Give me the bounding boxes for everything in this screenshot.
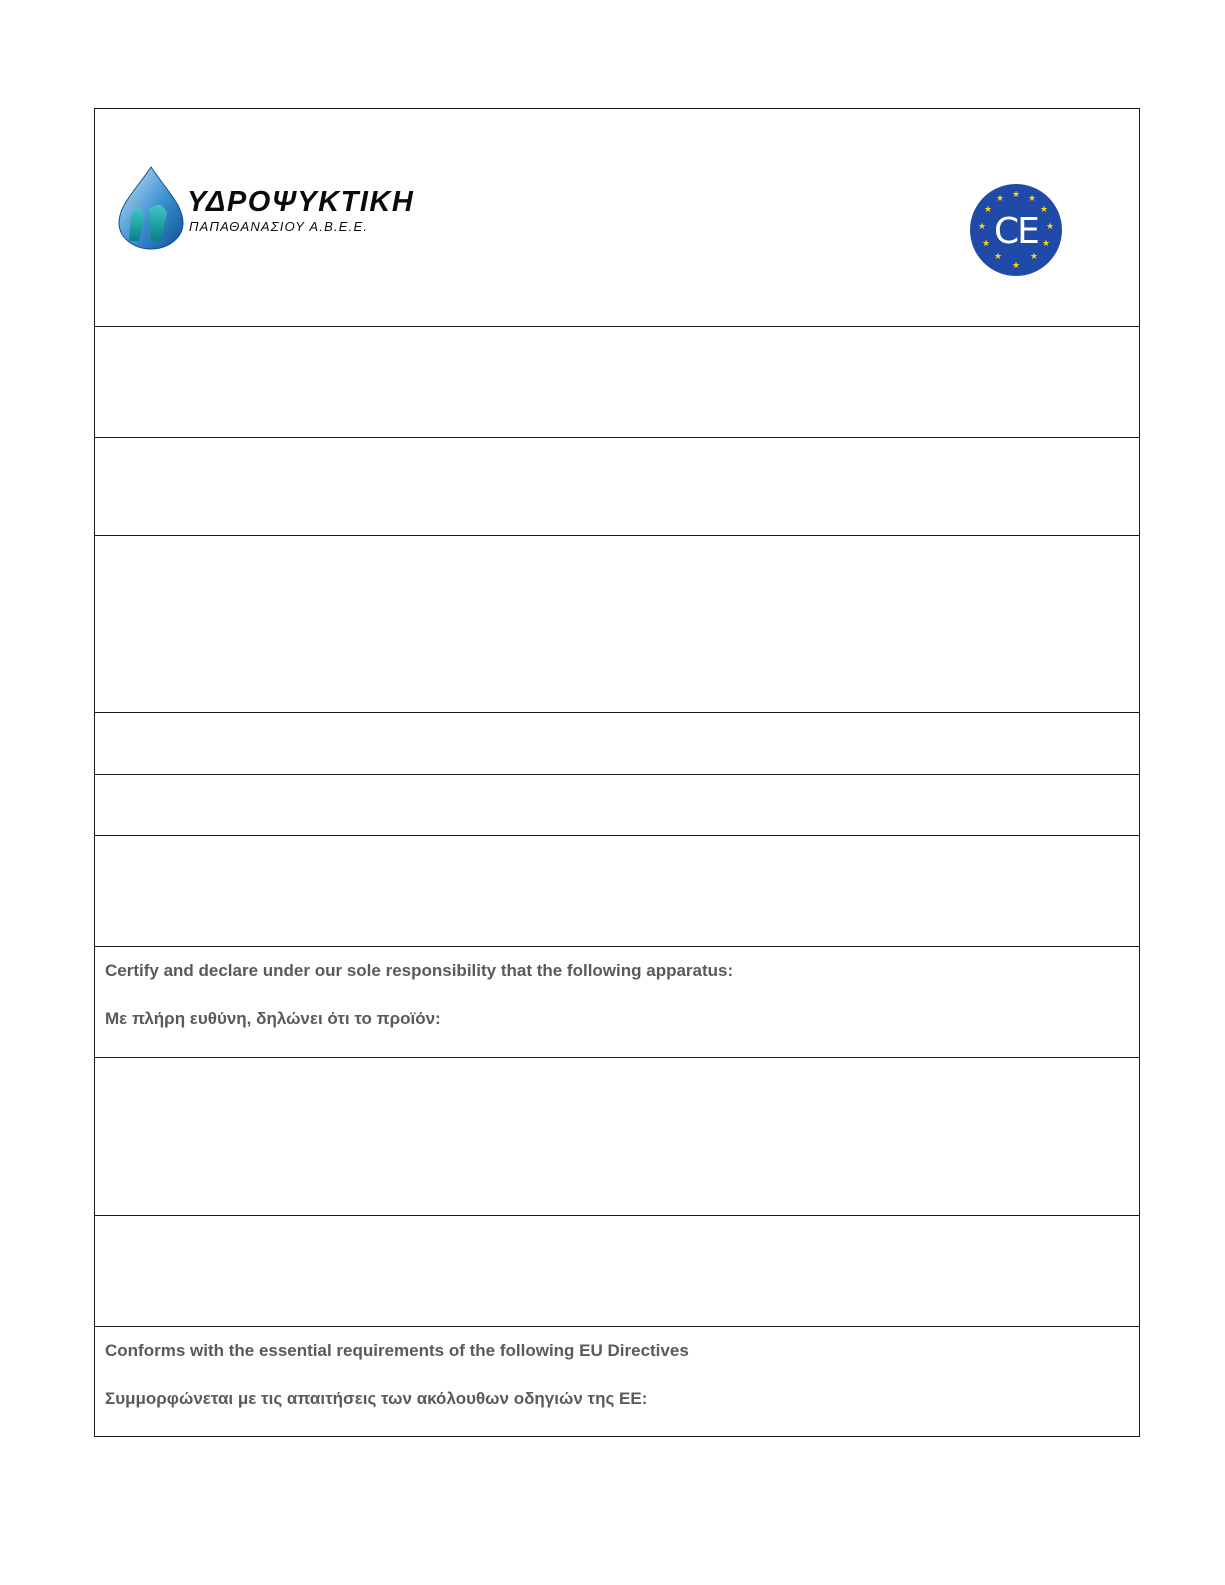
blank-row-2	[95, 438, 1139, 536]
svg-text:★: ★	[1011, 190, 1021, 200]
svg-text:★: ★	[1011, 261, 1021, 271]
svg-text:★: ★	[995, 194, 1005, 204]
conformity-row	[95, 1327, 1139, 1436]
svg-text:★: ★	[977, 222, 987, 232]
company-logo	[111, 165, 456, 251]
certify-greek-text: Με πλήρη ευθύνη, δηλώνει ότι το προϊόν:	[105, 1009, 441, 1028]
logo-subtitle-text: ΠΑΠΑΘΑΝΑΣΙΟΥ Α.Β.Ε.Ε.	[189, 219, 369, 234]
blank-row-6	[95, 836, 1139, 947]
svg-text:★: ★	[1039, 205, 1049, 215]
svg-text:★: ★	[1027, 194, 1037, 204]
logo-name-text: ΥΔΡΟΨΥΚΤΙΚΗ	[187, 186, 415, 218]
svg-text:★: ★	[1041, 239, 1051, 249]
declaration-form	[94, 108, 1140, 1437]
svg-text:★: ★	[983, 205, 993, 215]
svg-text:★: ★	[1029, 252, 1039, 262]
svg-text:★: ★	[981, 239, 991, 249]
ce-mark-text: CE	[994, 211, 1038, 252]
ce-mark-icon	[970, 184, 1062, 276]
blank-row-5	[95, 775, 1139, 836]
svg-text:★: ★	[1045, 222, 1055, 232]
svg-text:★: ★	[993, 252, 1003, 262]
blank-row-4	[95, 713, 1139, 775]
blank-row-8	[95, 1216, 1139, 1327]
blank-row-1	[95, 327, 1139, 438]
header-row	[95, 109, 1139, 327]
blank-row-7	[95, 1058, 1139, 1216]
certify-english-text: Certify and declare under our sole responsibility that the following apparatus:	[105, 961, 734, 980]
directives-greek-text: Συμμορφώνεται με τις απαιτήσεις των ακόλουθων οδηγιών της ΕΕ:	[105, 1389, 648, 1408]
directives-english-text: Conforms with the essential requirements of the following EU Directives	[105, 1341, 689, 1360]
blank-row-3	[95, 536, 1139, 713]
declaration-row	[95, 947, 1139, 1058]
